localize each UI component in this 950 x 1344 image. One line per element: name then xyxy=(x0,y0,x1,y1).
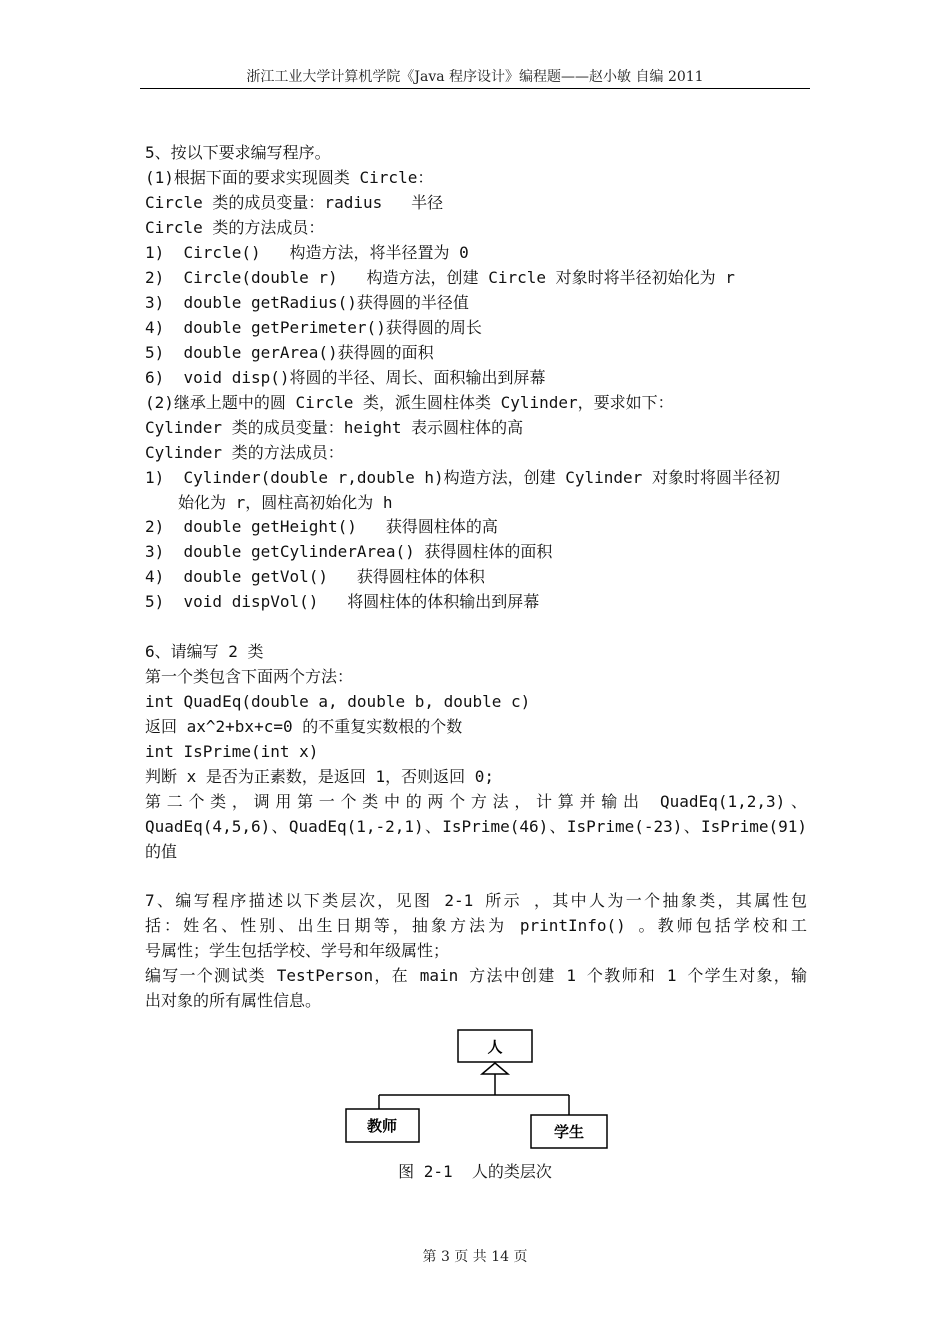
child-class-box-student xyxy=(531,1115,607,1148)
q5-part2-title: (2)继承上题中的圆 Circle 类，派生圆柱体类 Cylinder，要求如下： xyxy=(145,393,674,412)
q6-title: 6、请编写 2 类 xyxy=(145,642,264,661)
list-item: 4) double getPerimeter()获得圆的周长 xyxy=(145,318,482,337)
list-item: 2) double getHeight() 获得圆柱体的高 xyxy=(145,517,498,536)
parent-class-label: 人 xyxy=(487,1038,503,1056)
list-item: 2) Circle(double r) 构造方法，创建 Circle 对象时将半径初始化为 r xyxy=(145,268,735,287)
q7-text: 出对象的所有属性信息。 xyxy=(145,991,322,1010)
list-item: 1) Cylinder(double r,double h)构造方法，创建 Cylinder 对象时将圆半径初 xyxy=(145,468,780,487)
q6-text: 第一个类包含下面两个方法： xyxy=(145,667,354,686)
list-item-continuation: 始化为 r，圆柱高初始化为 h xyxy=(178,493,393,512)
q5-part1-member: Circle 类的成员变量：radius 半径 xyxy=(145,193,444,212)
q7-text: 号属性；学生包括学校、学号和年级属性； xyxy=(145,941,450,960)
q7-text: 编写一个测试类 TestPerson，在 main 方法中创建 1 个教师和 1 个学生对象，输 xyxy=(145,966,807,985)
header-rule xyxy=(140,88,810,89)
q5-part2-methods-title: Cylinder 类的方法成员： xyxy=(145,443,344,462)
q6-text: 的值 xyxy=(145,842,178,861)
q7-text: 7、编写程序描述以下类层次，见图 2-1 所示 ，其中人为一个抽象类，其属性包 xyxy=(145,891,807,910)
q5-part1-methods-title: Circle 类的方法成员： xyxy=(145,218,325,237)
child-class-box-teacher xyxy=(346,1109,419,1142)
inheritance-arrow-icon xyxy=(482,1063,508,1074)
list-item: 3) double getCylinderArea() 获得圆柱体的面积 xyxy=(145,542,553,561)
child-class-label: 学生 xyxy=(553,1123,585,1141)
q5-title: 5、按以下要求编写程序。 xyxy=(145,143,331,162)
parent-class-box xyxy=(458,1030,532,1062)
q6-text: int QuadEq(double a, double b, double c) xyxy=(145,692,531,711)
q7-text: 括：姓名、性别、出生日期等，抽象方法为 printInfo() 。教师包括学校和工 xyxy=(145,916,807,935)
list-item: 3) double getRadius()获得圆的半径值 xyxy=(145,293,469,312)
q5-part2-member: Cylinder 类的成员变量：height 表示圆柱体的高 xyxy=(145,418,524,437)
list-item: 6) void disp()将圆的半径、周长、面积输出到屏幕 xyxy=(145,368,546,387)
q6-text: int IsPrime(int x) xyxy=(145,742,319,761)
q6-text: 第二个类，调用第一个类中的两个方法，计算并输出 QuadEq(1,2,3)、 xyxy=(145,792,807,811)
q6-text: 返回 ax^2+bx+c=0 的不重复实数根的个数 xyxy=(145,717,463,736)
list-item: 4) double getVol() 获得圆柱体的体积 xyxy=(145,567,485,586)
q6-text: QuadEq(4,5,6)、QuadEq(1,-2,1)、IsPrime(46)、IsPrime(-23)、IsPrime(91) xyxy=(145,817,807,836)
q5-part1-title: (1)根据下面的要求实现圆类 Circle： xyxy=(145,168,434,187)
list-item: 5) void dispVol() 将圆柱体的体积输出到屏幕 xyxy=(145,592,540,611)
list-item: 5) double gerArea()获得圆的面积 xyxy=(145,343,434,362)
child-class-label: 教师 xyxy=(366,1117,398,1135)
page-header: 浙江工业大学计算机学院《Java 程序设计》编程题——赵小敏 自编 2011 xyxy=(246,69,704,85)
figure-caption: 图 2-1 人的类层次 xyxy=(398,1162,552,1181)
page-footer: 第 3 页 共 14 页 xyxy=(422,1249,528,1265)
list-item: 1) Circle() 构造方法，将半径置为 0 xyxy=(145,243,469,262)
class-hierarchy-diagram xyxy=(340,1025,620,1155)
q6-text: 判断 x 是否为正素数，是返回 1，否则返回 0; xyxy=(145,767,495,786)
